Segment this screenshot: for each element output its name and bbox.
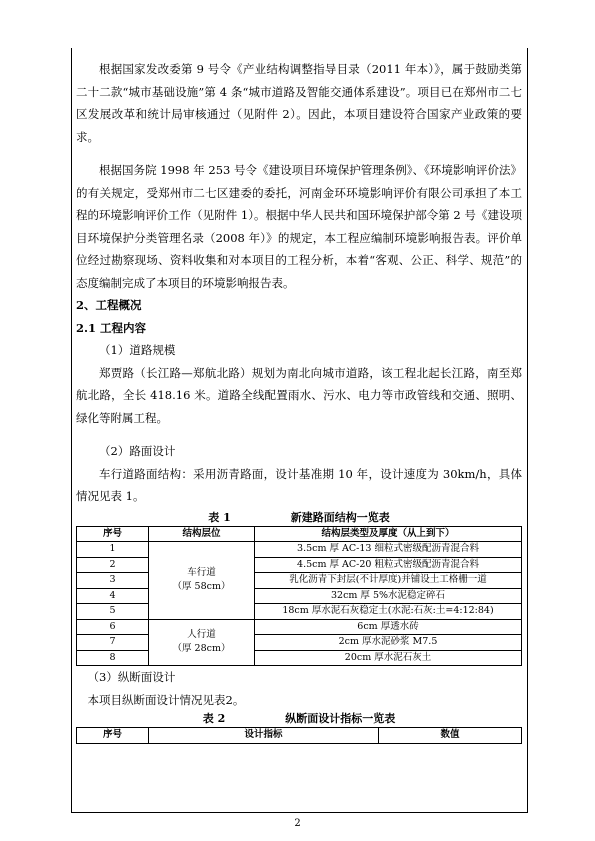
row-desc: 乳化沥青下封层(不计厚度)并铺设土工格栅一道 <box>255 573 522 589</box>
header-cell: 结构层位 <box>149 526 255 542</box>
table1-title: 新建路面结构一览表 <box>290 510 390 524</box>
sub-heading: 2.1 工程内容 <box>76 320 147 335</box>
row-desc: 4.5cm 厚 AC-20 粗粒式密级配沥青混合料 <box>255 557 522 573</box>
page-number: 2 <box>294 818 301 829</box>
table-row <box>77 557 522 573</box>
table2-number: 表 2 <box>202 712 226 725</box>
group-thickness: （厚 58cm） <box>172 581 231 593</box>
row-no: 7 <box>77 635 149 651</box>
row-no: 1 <box>77 542 149 558</box>
table-row <box>77 542 522 558</box>
document-body <box>76 58 522 744</box>
table2-caption <box>76 711 522 727</box>
paragraph-regulations: 根据国务院 1998 年 253 号令《建设项目环境保护管理条例》、《环境影响评价法》的有关规定，受郑州市二七区建委的委托，河南金环环境影响评价有限公司承担了本工程的环境影响评价工作（见附件 1）。根据中华人民共和国环境保护部令第 2 号《建设项目环境保护分类管理名录（2008 年）》的规定，本工程应编制环境影响报告表。评价单位经过勘察现场、资料收集和对本项目的工程分析，本着“客观、公正、科学、规范”的态度编制完成了本项目的环境影响报告表。 <box>76 163 522 290</box>
row-no: 6 <box>77 619 149 635</box>
header-cell: 数值 <box>379 728 522 744</box>
header-cell: 序号 <box>77 728 149 744</box>
item3-title: （3）纵断面设计 <box>87 670 176 684</box>
group-thickness: （厚 28cm） <box>172 643 231 655</box>
group-sidewalk <box>149 619 255 666</box>
table-row <box>77 650 522 666</box>
item2-title: （2）路面设计 <box>99 444 176 458</box>
row-no: 4 <box>77 588 149 604</box>
row-no: 8 <box>77 650 149 666</box>
paragraph-industry-policy: 根据国家发改委第 9 号令《产业结构调整指导目录（2011 年本）》，属于鼓励类第二十二款“城市基础设施”第 4 条“城市道路及智能交通体系建设”。项目已在郑州市二七区发展改革和统计局审核通过（见附件 2）。因此，本项目建设符合国家产业政策的要求。 <box>76 62 522 144</box>
group-name: 人行道 <box>187 628 216 640</box>
table1-number: 表 1 <box>208 510 231 524</box>
table-row <box>77 635 522 651</box>
item2-text: 车行道路面结构：采用沥青路面，设计基准期 10 年，设计速度为 30km/h，具体情况见表 1。 <box>76 466 522 503</box>
row-no: 3 <box>77 573 149 589</box>
header-cell: 序号 <box>77 526 149 542</box>
table-header-row <box>77 526 522 542</box>
item3-text: 本项目纵断面设计情况见表2。 <box>87 692 245 707</box>
table2-title: 纵断面设计指标一览表 <box>285 712 396 725</box>
row-desc: 18cm 厚水泥石灰稳定土(水泥:石灰:土=4:12:84) <box>255 604 522 620</box>
group-name: 车行道 <box>187 566 216 578</box>
table-row <box>77 573 522 589</box>
table2 <box>76 727 522 744</box>
table-header-row <box>77 728 522 744</box>
item1-text: 郑贾路（长江路—郑航北路）规划为南北向城市道路，该工程北起长江路，南至郑航北路，全长 418.16 米。道路全线配置雨水、污水、电力等市政管线和交通、照明、绿化等附属工程。 <box>76 365 522 425</box>
row-desc: 32cm 厚 5%水泥稳定碎石 <box>255 588 522 604</box>
header-cell: 设计指标 <box>149 728 379 744</box>
row-desc: 3.5cm 厚 AC-13 细粒式密级配沥青混合料 <box>255 542 522 558</box>
row-no: 2 <box>77 557 149 573</box>
section-heading: 2、工程概况 <box>76 298 142 312</box>
row-desc: 6cm 厚透水砖 <box>255 619 522 635</box>
row-desc: 20cm 厚水泥石灰土 <box>255 650 522 666</box>
table-row <box>77 588 522 604</box>
item1-title: （1）道路规模 <box>99 343 176 357</box>
table1-caption <box>76 510 522 526</box>
row-no: 5 <box>77 604 149 620</box>
row-desc: 2cm 厚水泥砂浆 M7.5 <box>255 635 522 651</box>
table-row <box>77 619 522 635</box>
header-cell: 结构层类型及厚度（从上到下） <box>255 526 522 542</box>
table-row <box>77 604 522 620</box>
table1 <box>76 526 522 667</box>
group-carriageway <box>149 542 255 620</box>
